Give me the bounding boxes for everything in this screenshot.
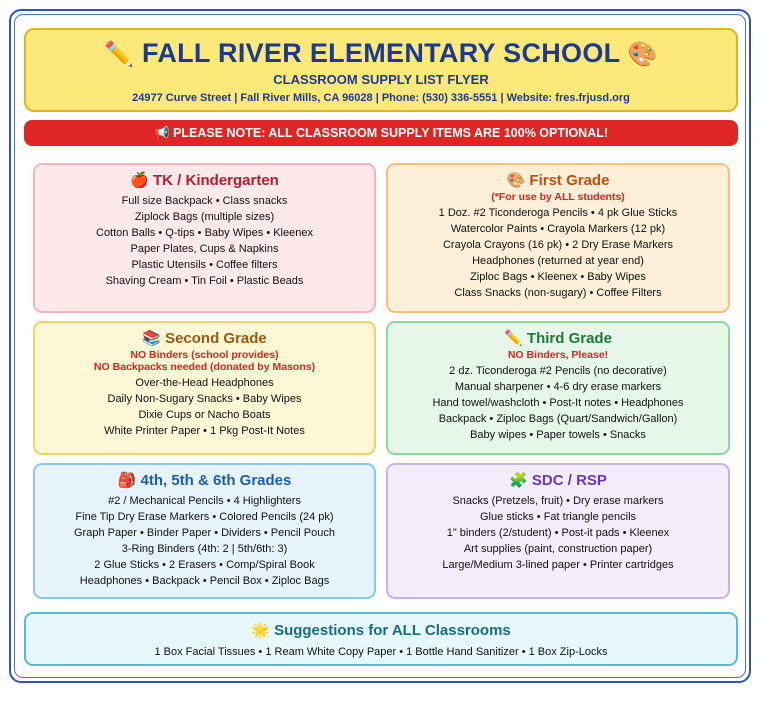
- card-heading: [388, 171, 728, 191]
- list-item: Over-the-Head Headphones: [135, 377, 274, 389]
- list-item: Headphones (returned at year end): [472, 255, 644, 267]
- card-heading: [35, 471, 374, 491]
- megaphone-icon: 📢: [153, 126, 170, 140]
- card-heading: [388, 471, 728, 491]
- list-item: Large/Medium 3-lined paper • Printer cartridges: [442, 559, 674, 571]
- supply-list: [388, 493, 728, 573]
- card-heading: [26, 621, 736, 641]
- contact-line: 24977 Curve Street | Fall River Mills, CA 96028 | Phone: (530) 336-5551 | Website: fres.frjusd.org: [132, 92, 630, 104]
- header-banner: [24, 28, 738, 112]
- list-item: Ziploc Bags • Kleenex • Baby Wipes: [470, 271, 646, 283]
- optional-notice-banner: [24, 120, 738, 146]
- palette-icon: 🎨: [627, 41, 658, 68]
- notice-text: PLEASE NOTE: ALL CLASSROOM SUPPLY ITEMS ARE 100% OPTIONAL!: [173, 126, 609, 140]
- list-item: 3-Ring Binders (4th: 2 | 5th/6th: 3): [121, 543, 288, 555]
- card-title: SDC / RSP: [531, 472, 607, 489]
- pencil-icon: ✏️: [504, 330, 523, 347]
- supply-list: [26, 644, 736, 660]
- list-item: Headphones • Backpack • Pencil Box • Ziploc Bags: [79, 575, 330, 587]
- list-item: Baby wipes • Paper towels • Snacks: [470, 429, 646, 441]
- card-note: NO Binders, Please!: [507, 349, 609, 361]
- apple-icon: 🍎: [130, 172, 149, 189]
- list-item: Plastic Utensils • Coffee filters: [131, 259, 278, 271]
- page-title-row: [26, 37, 736, 71]
- list-item: Daily Non-Sugary Snacks • Baby Wipes: [107, 393, 302, 405]
- card-third-grade: [386, 321, 730, 455]
- list-item: Manual sharpener • 4-6 dry erase markers: [454, 381, 662, 393]
- list-item: Class Snacks (non-sugary) • Coffee Filters: [454, 287, 662, 299]
- puzzle-icon: 🧩: [509, 472, 528, 489]
- list-item: Watercolor Paints • Crayola Markers (12 pk): [450, 223, 666, 235]
- pencil-icon: ✏️: [104, 41, 135, 68]
- list-item: Ziplock Bags (multiple sizes): [134, 211, 275, 223]
- card-note: NO Backpacks needed (donated by Masons): [93, 361, 316, 373]
- page-subtitle: CLASSROOM SUPPLY LIST FLYER: [273, 72, 489, 87]
- card-note: NO Binders (school provides): [130, 349, 279, 361]
- list-item: Shaving Cream • Tin Foil • Plastic Beads: [105, 275, 304, 287]
- list-item: Hand towel/washcloth • Post-It notes • Headphones: [432, 397, 684, 409]
- card-second-grade: [33, 321, 376, 455]
- list-item: Art supplies (paint, construction paper): [463, 543, 653, 555]
- list-item: Full size Backpack • Class snacks: [121, 195, 288, 207]
- list-item: Fine Tip Dry Erase Markers • Colored Pencils (24 pk): [75, 511, 334, 523]
- page-title: FALL RIVER ELEMENTARY SCHOOL: [142, 38, 620, 68]
- card-title: Third Grade: [526, 330, 612, 347]
- card-title: Second Grade: [165, 330, 267, 347]
- list-item: 2 Glue Sticks • 2 Erasers • Comp/Spiral Book: [94, 559, 315, 571]
- card-title: First Grade: [529, 172, 610, 189]
- list-item: Backpack • Ziploc Bags (Quart/Sandwich/Gallon): [438, 413, 678, 425]
- supply-list: [388, 363, 728, 443]
- palette-icon: 🎨: [506, 172, 526, 189]
- card-sdc-rsp: [386, 463, 730, 599]
- card-tk-kindergarten: [33, 163, 376, 313]
- list-item: Cotton Balls • Q-tips • Baby Wipes • Kleenex: [96, 227, 313, 239]
- list-item: Snacks (Pretzels, fruit) • Dry erase markers: [452, 495, 664, 507]
- list-item: Graph Paper • Binder Paper • Dividers • Pencil Pouch: [73, 527, 335, 539]
- supply-list: [388, 205, 728, 301]
- list-item: Dixie Cups or Nacho Boats: [138, 409, 271, 421]
- list-item: Glue sticks • Fat triangle pencils: [479, 511, 637, 523]
- card-all-classrooms: [24, 612, 738, 666]
- supply-list: [35, 493, 374, 589]
- card-title: TK / Kindergarten: [153, 172, 279, 189]
- card-heading: [388, 329, 728, 349]
- books-icon: 📚: [142, 330, 161, 347]
- list-item: White Printer Paper • 1 Pkg Post-It Notes: [104, 425, 305, 437]
- card-title: 4th, 5th & 6th Grades: [140, 472, 292, 489]
- supply-list: [35, 193, 374, 289]
- card-heading: [35, 171, 374, 191]
- list-item: 1 Box Facial Tissues • 1 Ream White Copy Paper • 1 Bottle Hand Sanitizer • 1 Box Zip-Locks: [154, 646, 608, 658]
- list-item: Paper Plates, Cups & Napkins: [130, 243, 279, 255]
- card-note: (*For use by ALL students): [491, 191, 625, 203]
- list-item: 1" binders (2/student) • Post-it pads • Kleenex: [446, 527, 670, 539]
- list-item: 2 dz. Ticonderoga #2 Pencils (no decorative): [449, 365, 667, 377]
- star-icon: 🌟: [251, 622, 270, 639]
- backpack-icon: 🎒: [117, 472, 137, 489]
- card-upper-grades: [33, 463, 376, 599]
- card-heading: [35, 329, 374, 349]
- list-item: Crayola Crayons (16 pk) • 2 Dry Erase Markers: [442, 239, 674, 251]
- list-item: #2 / Mechanical Pencils • 4 Highlighters: [108, 495, 301, 507]
- supply-list: [35, 375, 374, 439]
- card-title: Suggestions for ALL Classrooms: [274, 622, 511, 639]
- card-first-grade: [386, 163, 730, 313]
- list-item: 1 Doz. #2 Ticonderoga Pencils • 4 pk Glue Sticks: [438, 207, 678, 219]
